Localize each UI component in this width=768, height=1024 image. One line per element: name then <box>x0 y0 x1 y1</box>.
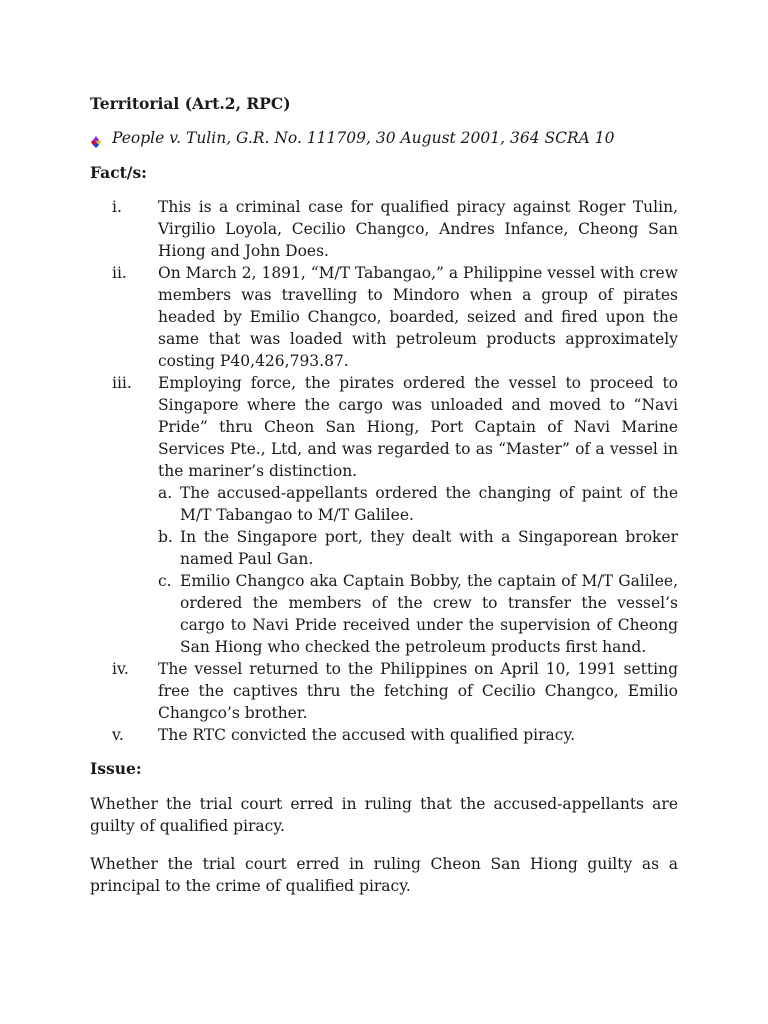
list-item <box>90 372 678 658</box>
item-text: The RTC convicted the accused with qualified piracy. <box>158 726 576 744</box>
issue-paragraph: Whether the trial court erred in ruling that the accused-appellants are guilty of qualified piracy. <box>90 795 678 835</box>
sub-item-text: In the Singapore port, they dealt with a Singaporean broker named Paul Gan. <box>180 528 678 568</box>
sub-list-item <box>158 526 678 570</box>
list-item <box>90 196 678 262</box>
sub-item-letter: c. <box>158 572 172 590</box>
item-text: The vessel returned to the Philippines on April 10, 1991 setting free the captives thru the fetching of Cecilio Changco, Emilio Changco’s brother. <box>158 660 678 722</box>
item-number: iv. <box>112 660 129 678</box>
document-page <box>90 93 678 912</box>
issue-heading: Issue: <box>90 759 142 778</box>
colored-diamond-bullet-icon <box>90 132 102 144</box>
facts-list <box>90 196 678 746</box>
case-citation: People v. Tulin, G.R. No. 111709, 30 August 2001, 364 SCRA 10 <box>112 129 615 147</box>
item-text: Employing force, the pirates ordered the vessel to proceed to Singapore where the cargo was unloaded and moved to “Navi Pride” thru Cheon San Hiong, Port Captain of Navi Marine Services Pte., Ltd, and was regarded to as “Master” of a vessel in the mariner’s distinction. <box>158 374 678 480</box>
list-item <box>90 658 678 724</box>
sub-item-letter: a. <box>158 484 173 502</box>
sub-item-text: The accused-appellants ordered the changing of paint of the M/T Tabangao to M/T Galilee. <box>180 484 678 524</box>
facts-heading: Fact/s: <box>90 163 147 182</box>
list-item <box>90 262 678 372</box>
item-text-with-subitems <box>158 372 678 658</box>
sub-item-text: Emilio Changco aka Captain Bobby, the captain of M/T Galilee, ordered the members of the crew to transfer the vessel’s cargo to Navi Pride received under the supervision of Cheong San Hiong who checked the petroleum products first hand. <box>180 572 678 656</box>
issue-paragraph: Whether the trial court erred in ruling Cheon San Hiong guilty as a principal to the crime of qualified piracy. <box>90 854 678 895</box>
case-citation-row <box>90 127 678 149</box>
sub-list-item <box>158 570 678 658</box>
sub-list-item <box>158 482 678 526</box>
item-number: v. <box>112 726 124 744</box>
item-number: iii. <box>112 374 132 392</box>
item-text: On March 2, 1891, “M/T Tabangao,” a Philippine vessel with crew members was travelling to Mindoro when a group of pirates headed by Emilio Changco, boarded, seized and fired upon the same that was loaded with petroleum products approximately costing P40,426,793.87. <box>158 264 678 370</box>
item-number: ii. <box>112 264 127 282</box>
item-number: i. <box>112 198 122 216</box>
section-title: Territorial (Art.2, RPC) <box>90 94 291 113</box>
item-text: This is a criminal case for qualified piracy against Roger Tulin, Virgilio Loyola, Cecilio Changco, Andres Infance, Cheong San Hiong and John Does. <box>158 198 678 260</box>
sub-item-letter: b. <box>158 528 173 546</box>
list-item <box>90 724 678 746</box>
